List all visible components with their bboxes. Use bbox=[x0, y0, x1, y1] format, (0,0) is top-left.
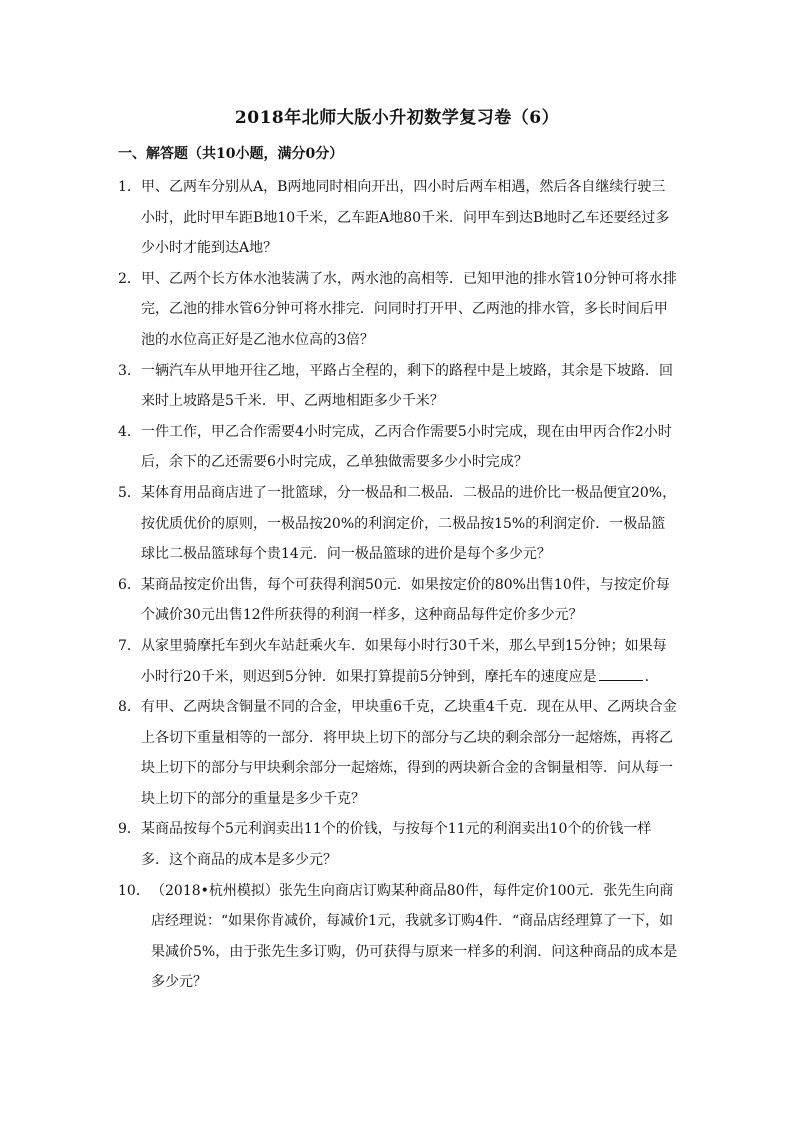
question-number: 9． bbox=[118, 821, 141, 838]
question-text: 从家里骑摩托车到火车站赶乘火车．如果每小时行30千米，那么早到15分钟；如果每小时行20千米，则迟到5分钟．如果打算提前5分钟到，摩托车的速度应是 bbox=[141, 637, 667, 685]
question-item bbox=[118, 356, 678, 417]
question-text: 一件工作，甲乙合作需要4小时完成，乙丙合作需要5小时完成，现在由甲丙合作2小时后，余下的乙还需要6小时完成，乙单独做需要多少小时完成？ bbox=[141, 423, 672, 471]
question-text: 有甲、乙两块含铜量不同的合金，甲块重6千克，乙块重4千克．现在从甲、乙两块合金上各切下重量相等的一部分．将甲块上切下的部分与乙块的剩余部分一起熔炼，再将乙块上切下的部分与甲块剩余部分一起熔炼，得到的两块新合金的含铜量相等．问从每一块上切下的部分的重量是多少千克？ bbox=[141, 699, 677, 807]
question-text: （2018•杭州模拟）张先生向商店订购某种商品80件，每件定价100元．张先生向商店经理说：“如果你肯减价，每减价1元，我就多订购4件．“商品店经理算了一下，如果减价5%，由于张先生多订购，仍可获得与原来一样多的利润．问这种商品的成本是多少元？ bbox=[151, 882, 678, 991]
question-number: 5． bbox=[118, 484, 141, 501]
question-text: 某体育用品商店进了一批篮球，分一极品和二极品．二极品的进价比一极品便宜20%，按优质优价的原则，一极品按20%的利润定价，二极品按15%的利润定价．一极品篮球比二极品篮球每个贵14元．问一极品篮球的进价是每个多少元？ bbox=[141, 484, 677, 563]
question-item bbox=[118, 692, 678, 814]
question-item bbox=[118, 417, 678, 478]
question-item bbox=[118, 814, 678, 875]
question-text: 甲、乙两车分别从A，B两地同时相向开出，四小时后两车相遇，然后各自继续行驶三小时，此时甲车距B地10千米，乙车距A地80千米．问甲车到达B地时乙车还要经过多少小时才能到达A地？ bbox=[141, 179, 670, 257]
question-number: 8． bbox=[118, 699, 141, 716]
question-text-end: ． bbox=[644, 668, 659, 685]
question-item bbox=[118, 631, 678, 692]
question-list bbox=[118, 172, 678, 998]
question-text: 一辆汽车从甲地开往乙地，平路占全程的，剩下的路程中是上坡路，其余是下坡路．回来时上坡路是5千米．甲、乙两地相距多少千米？ bbox=[141, 362, 673, 410]
question-number: 3． bbox=[118, 362, 141, 379]
question-item bbox=[118, 478, 678, 570]
question-item bbox=[118, 264, 678, 356]
question-text: 某商品按定价出售，每个可获得利润50元．如果按定价的80%出售10件，与按定价每个减价30元出售12件所获得的利润一样多，这种商品每件定价多少元？ bbox=[141, 576, 670, 624]
document-title: 2018年北师大版小升初数学复习卷（6） bbox=[234, 108, 560, 128]
question-item bbox=[118, 570, 678, 631]
answer-blank[interactable] bbox=[599, 668, 643, 681]
question-number: 6． bbox=[118, 576, 141, 593]
question-item bbox=[118, 172, 678, 264]
question-text: 某商品按每个5元利润卖出11个的价钱，与按每个11元的利润卖出10个的价钱一样多．这个商品的成本是多少元？ bbox=[141, 821, 652, 869]
question-number: 7． bbox=[118, 637, 141, 654]
question-number: 10． bbox=[118, 882, 150, 899]
question-number: 4． bbox=[118, 423, 141, 440]
section-heading: 一、解答题（共10小题，满分0分） bbox=[118, 146, 344, 162]
question-item bbox=[118, 876, 678, 998]
question-number: 1． bbox=[118, 179, 141, 195]
question-text: 甲、乙两个长方体水池装满了水，两水池的高相等．已知甲池的排水管10分钟可将水排完，乙池的排水管6分钟可将水排完．问同时打开甲、乙两池的排水管，多长时间后甲池的水位高正好是乙池水位高的3倍？ bbox=[141, 270, 677, 348]
question-number: 2． bbox=[118, 270, 141, 287]
